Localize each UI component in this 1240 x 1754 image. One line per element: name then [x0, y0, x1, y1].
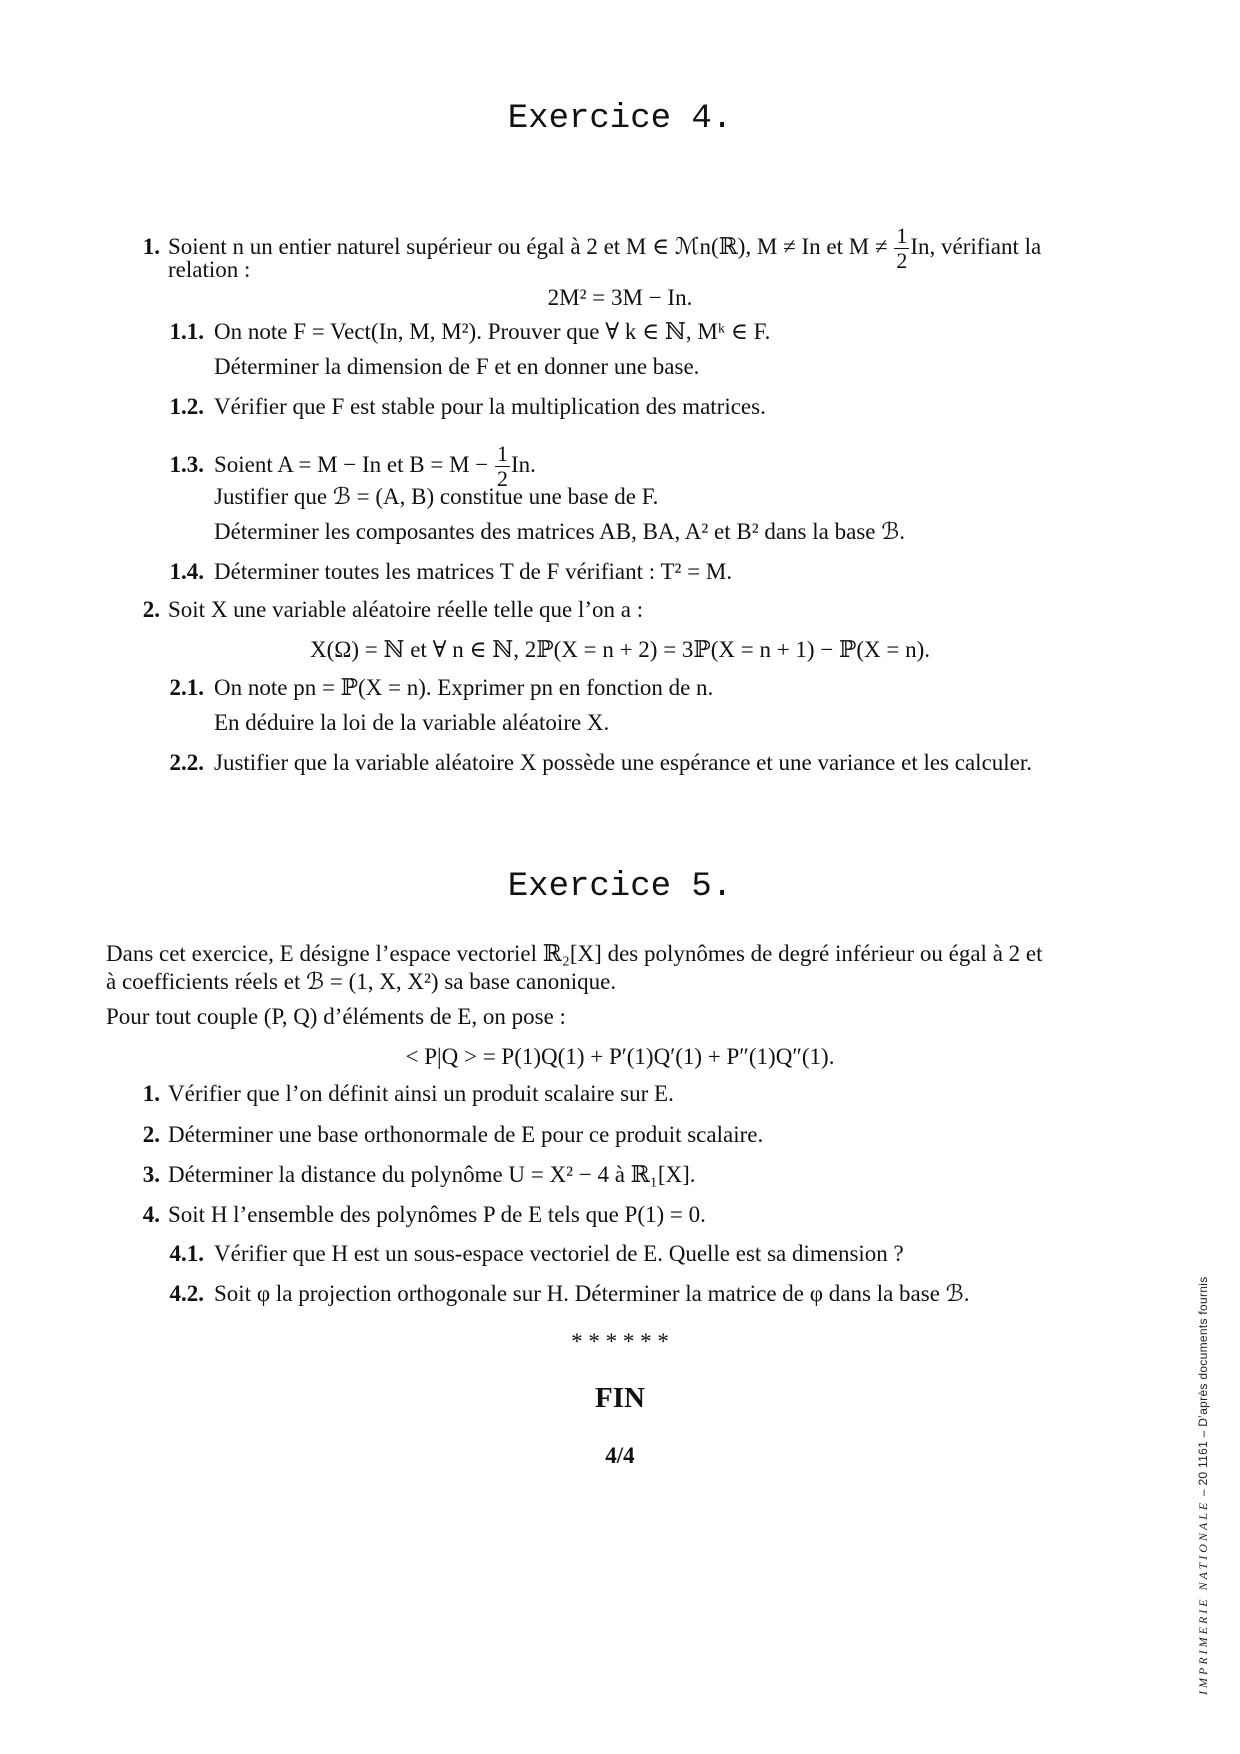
ex5-intro-line-3: Pour tout couple (P, Q) d’éléments de E, on pose :: [106, 1004, 566, 1029]
ex4-q1-4-text: Déterminer toutes les matrices T de F vérifiant : T² = M.: [214, 559, 733, 584]
ex5-q4-2-number: 4.2.: [169, 1281, 204, 1306]
page-number: 4/4: [605, 1443, 635, 1468]
separator-stars: * * * * * *: [571, 1329, 669, 1354]
ex5-q1: [128, 1080, 674, 1108]
ex4-q1-continuation: relation :: [168, 257, 251, 282]
ex5-intro-line-1: Dans cet exercice, E désigne l’espace vectoriel ℝ₂[X] des polynômes de degré inférieur ou égal à 2 et: [106, 941, 1043, 966]
ex4-q2-text: Soit X une variable aléatoire réelle telle que l’on a :: [168, 597, 644, 622]
fraction-denominator: 2: [497, 466, 508, 491]
ex4-q1-3-number: 1.3.: [169, 451, 204, 477]
ex4-q2-1-second-line: En déduire la loi de la variable aléatoire X.: [214, 710, 610, 735]
ex5-q1-text: Vérifier que l’on définit ainsi un produit scalaire sur E.: [168, 1081, 674, 1106]
ex5-q2-number: 2.: [142, 1122, 160, 1147]
ex4-q1-1-number: 1.1.: [169, 319, 204, 344]
ex5-q4-text: Soit H l’ensemble des polynômes P de E tels que P(1) = 0.: [168, 1202, 706, 1227]
ex5-q3-text: Déterminer la distance du polynôme U = X² − 4 à ℝ₁[X].: [168, 1162, 696, 1187]
ex4-q1-3-third-line: Déterminer les composantes des matrices AB, BA, A² et B² dans la base ℬ.: [214, 519, 906, 544]
ex5-q2-text: Déterminer une base orthonormale de E pour ce produit scalaire.: [168, 1122, 764, 1147]
ex4-q2-1-text: On note pn = ℙ(X = n). Exprimer pn en fonction de n.: [214, 675, 714, 700]
ex4-q1-1: [160, 318, 770, 346]
ex4-q1-4-number: 1.4.: [169, 559, 204, 584]
fraction-denominator: 2: [896, 248, 908, 273]
ex4-q1-3-text-a: Soient A = M − In et B = M −: [214, 451, 489, 477]
ex5-q1-number: 1.: [142, 1081, 160, 1106]
ex4-q1-text-b: In, vérifiant la: [910, 233, 1042, 259]
printer-credit-vertical: [1196, 1276, 1211, 1695]
ex5-inner-product-definition: < P|Q > = P(1)Q(1) + P′(1)Q′(1) + P″(1)Q″(1).: [405, 1044, 835, 1069]
ex4-q2-2: [160, 749, 1032, 777]
ex5-q2: [128, 1121, 763, 1149]
exercise-4-title: Exercice 4.: [507, 100, 733, 138]
ex5-q4-number: 4.: [142, 1202, 160, 1227]
ex4-q1: [128, 224, 1041, 273]
ex4-q1-2: [160, 393, 766, 421]
ex4-q2-2-text: Justifier que la variable aléatoire X possède une espérance et une variance et les calculer.: [214, 750, 1033, 775]
ex4-q2-2-number: 2.2.: [169, 750, 204, 775]
ex4-q1-2-number: 1.2.: [169, 394, 204, 419]
ex4-q2-equation: X(Ω) = ℕ et ∀ n ∈ ℕ, 2ℙ(X = n + 2) = 3ℙ(X = n + 1) − ℙ(X = n).: [309, 637, 930, 662]
ex4-q1-text-a: Soient n un entier naturel supérieur ou égal à 2 et M ∈ ℳn(ℝ), M ≠ In et M ≠: [168, 233, 888, 259]
printer-name: IMPRIMERIE NATIONALE: [1196, 1499, 1210, 1695]
ex4-q1-3-text-b: In.: [511, 451, 536, 477]
ex5-q4-1-number: 4.1.: [169, 1241, 204, 1266]
exercise-5-title: Exercice 5.: [507, 868, 733, 906]
ex5-intro-line-2: à coefficients réels et ℬ = (1, X, X²) sa base canonique.: [106, 969, 617, 994]
ex5-q3: [128, 1161, 696, 1189]
ex4-q1-2-text: Vérifier que F est stable pour la multiplication des matrices.: [214, 394, 766, 419]
printer-reference: – 20 1161 – D’après documents fournis: [1196, 1276, 1210, 1497]
ex4-q2-1-number: 2.1.: [169, 675, 204, 700]
fraction-numerator: 1: [497, 441, 508, 466]
ex5-q4: [128, 1201, 706, 1229]
ex4-q1-number: 1.: [142, 233, 160, 259]
ex4-q1-fraction: [894, 224, 909, 273]
ex4-q2: [128, 596, 643, 624]
ex4-q1-3-second-line: Justifier que ℬ = (A, B) constitue une base de F.: [214, 484, 659, 509]
ex4-q1-equation: 2M² = 3M − In.: [547, 285, 693, 310]
ex4-q2-1: [160, 674, 713, 702]
end-marker: FIN: [595, 1382, 645, 1414]
ex5-q4-2: [160, 1280, 970, 1308]
ex4-q1-4: [160, 558, 732, 586]
ex4-q1-1-second-line: Déterminer la dimension de F et en donner une base.: [214, 354, 700, 379]
ex5-q4-1-text: Vérifier que H est un sous-espace vectoriel de E. Quelle est sa dimension ?: [214, 1241, 904, 1266]
ex4-q2-number: 2.: [142, 597, 160, 622]
ex4-q1-1-text: On note F = Vect(In, M, M²). Prouver que ∀ k ∈ ℕ, Mᵏ ∈ F.: [214, 319, 771, 344]
ex5-q3-number: 3.: [142, 1162, 160, 1187]
ex5-q4-2-text: Soit φ la projection orthogonale sur H. Déterminer la matrice de φ dans la base ℬ.: [214, 1281, 970, 1306]
fraction-numerator: 1: [896, 223, 908, 248]
ex5-q4-1: [160, 1240, 904, 1268]
